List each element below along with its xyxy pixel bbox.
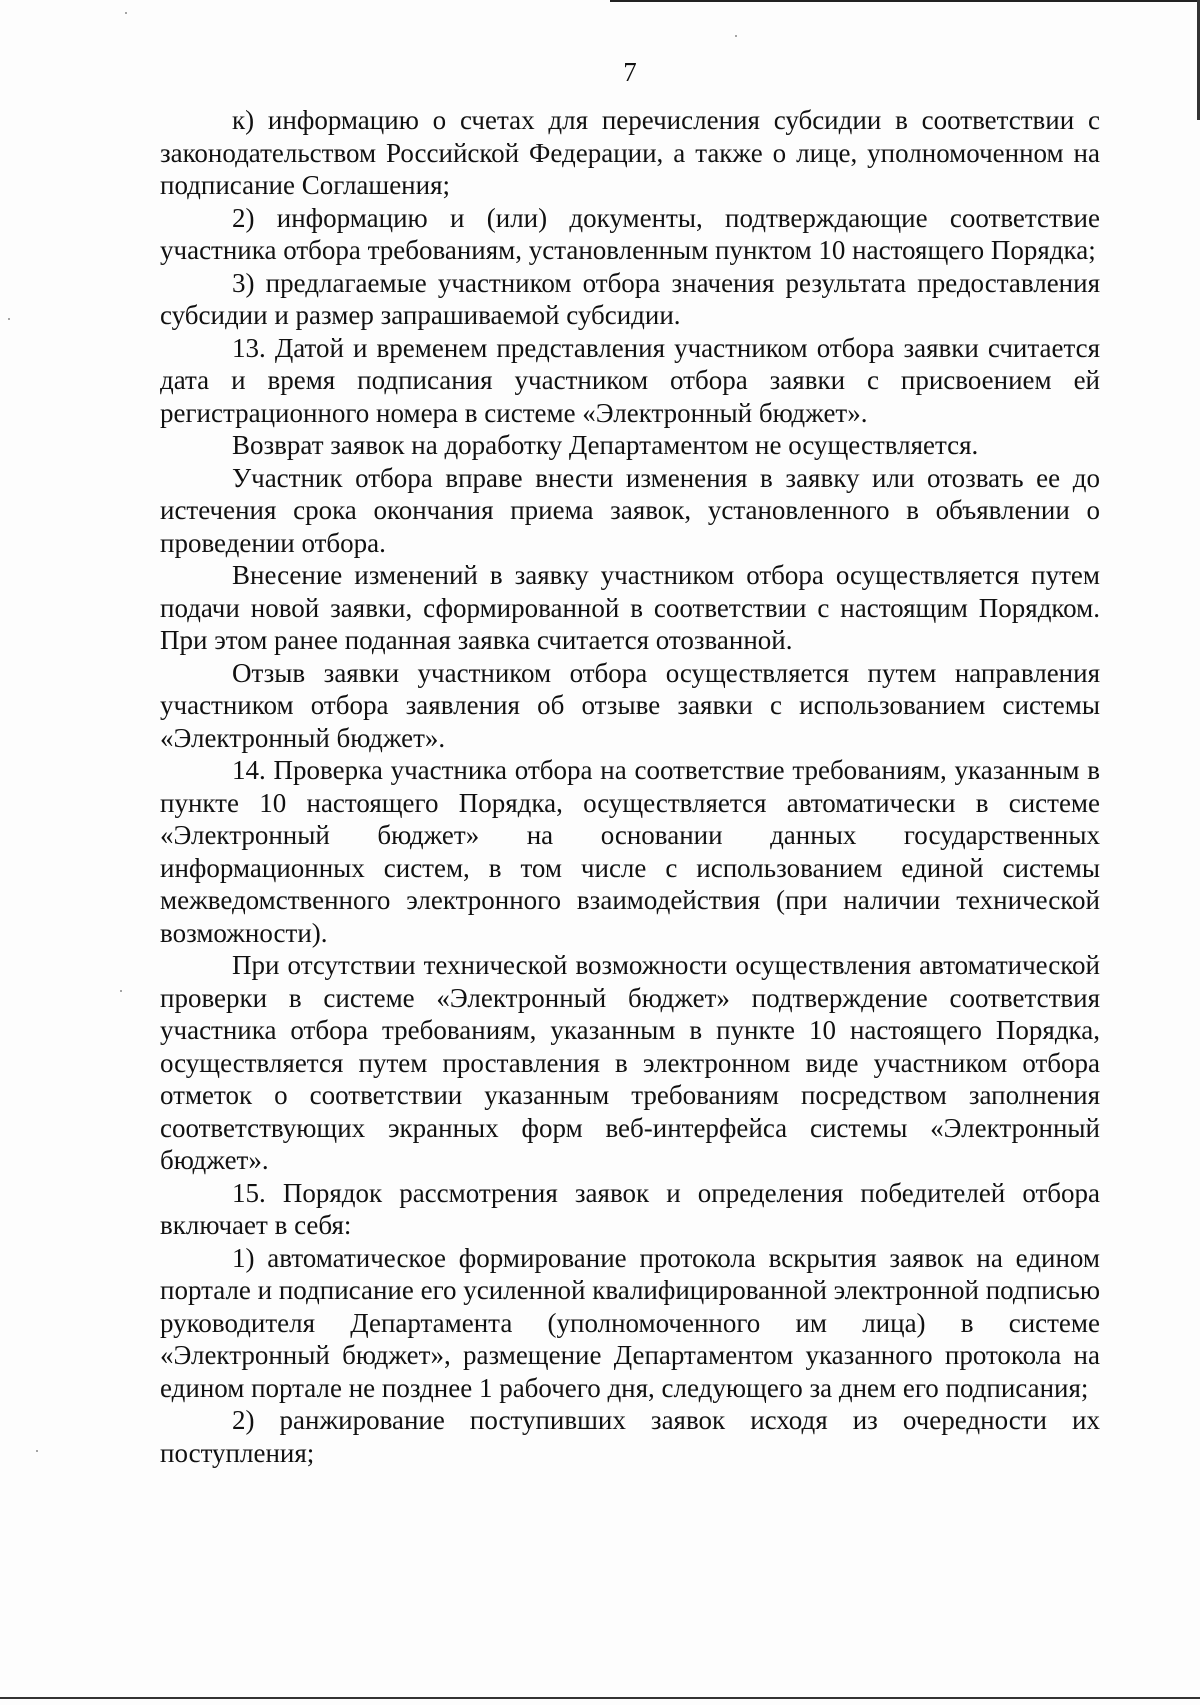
scan-speck xyxy=(36,1450,38,1452)
paragraph-14-automatic-check: 14. Проверка участника отбора на соответствие требованиям, указанным в пункте 10 настоящего Порядка, осуществляется автоматически в системе «Электронный бюджет» на основании данных государственных информационных систем, в том числе с использованием единой системы межведомственного электронного взаимодействия (при наличии технической возможности). xyxy=(160,755,1100,948)
paragraph-manual-confirmation: При отсутствии технической возможности осуществления автоматической проверки в системе «Электронный бюджет» подтверждение соответствия участника отбора требованиям, указанным в пункте 10 настоящего Порядка, осуществляется путем проставления в электронном виде участником отбора отметок о соответствии указанным требованиям посредством заполнения соответствующих экранных форм веб-интерфейса системы «Электронный бюджет». xyxy=(160,950,1100,1175)
paragraph-changes-allowed: Участник отбора вправе внести изменения в заявку или отозвать ее до истечения срока окончания приема заявок, установленного в объявлении о проведении отбора. xyxy=(160,462,1100,558)
paragraph-changes-procedure: Внесение изменений в заявку участником отбора осуществляется путем подачи новой заявки, сформированной в соответствии с настоящим Порядком. При этом ранее поданная заявка считается отозванной. xyxy=(160,560,1100,655)
paragraph-15-review-procedure: 15. Порядок рассмотрения заявок и определения победителей отбора включает в себя: xyxy=(160,1177,1100,1240)
paragraph-2-compliance-documents: 2) информацию и (или) документы, подтверждающие соответствие участника отбора требованиям, установленным пунктом 10 настоящего Порядка; xyxy=(160,202,1100,265)
paragraph-k-accounts-info: к) информацию о счетах для перечисления субсидии в соответствии с законодательством Российской Федерации, а также о лице, уполномоченном на подписание Соглашения; xyxy=(160,105,1100,200)
paragraph-3-proposed-values: 3) предлагаемые участником отбора значения результата предоставления субсидии и размер запрашиваемой субсидии. xyxy=(160,267,1100,330)
paragraph-13-submission-date: 13. Датой и временем представления участником отбора заявки считается дата и время подписания участником отбора заявки с присвоением ей регистрационного номера в системе «Электронный бюджет». xyxy=(160,332,1100,428)
page-number: 7 xyxy=(623,57,637,87)
scan-speck xyxy=(8,318,10,320)
scan-speck xyxy=(125,12,127,14)
scan-edge-bottom xyxy=(0,1697,1200,1699)
scan-edge-top xyxy=(610,0,1200,2)
paragraph-withdrawal: Отзыв заявки участником отбора осуществляется путем направления участником отбора заявления об отзыве заявки с использованием системы «Электронный бюджет». xyxy=(160,657,1100,753)
paragraph-no-return: Возврат заявок на доработку Департаментом не осуществляется. xyxy=(232,430,979,460)
paragraph-2-ranking: 2) ранжирование поступивших заявок исходя из очередности их поступления; xyxy=(160,1405,1100,1468)
document-body xyxy=(160,104,1100,1469)
paragraph-1-opening-protocol: 1) автоматическое формирование протокола вскрытия заявок на едином портале и подписание его усиленной квалифицированной электронной подписью руководителя Департамента (уполномоченного им лица) в системе «Электронный бюджет», размещение Департаментом указанного протокола на едином портале не позднее 1 рабочего дня, следующего за днем его подписания; xyxy=(160,1242,1101,1403)
scan-speck xyxy=(735,35,737,37)
scan-speck xyxy=(120,990,122,992)
